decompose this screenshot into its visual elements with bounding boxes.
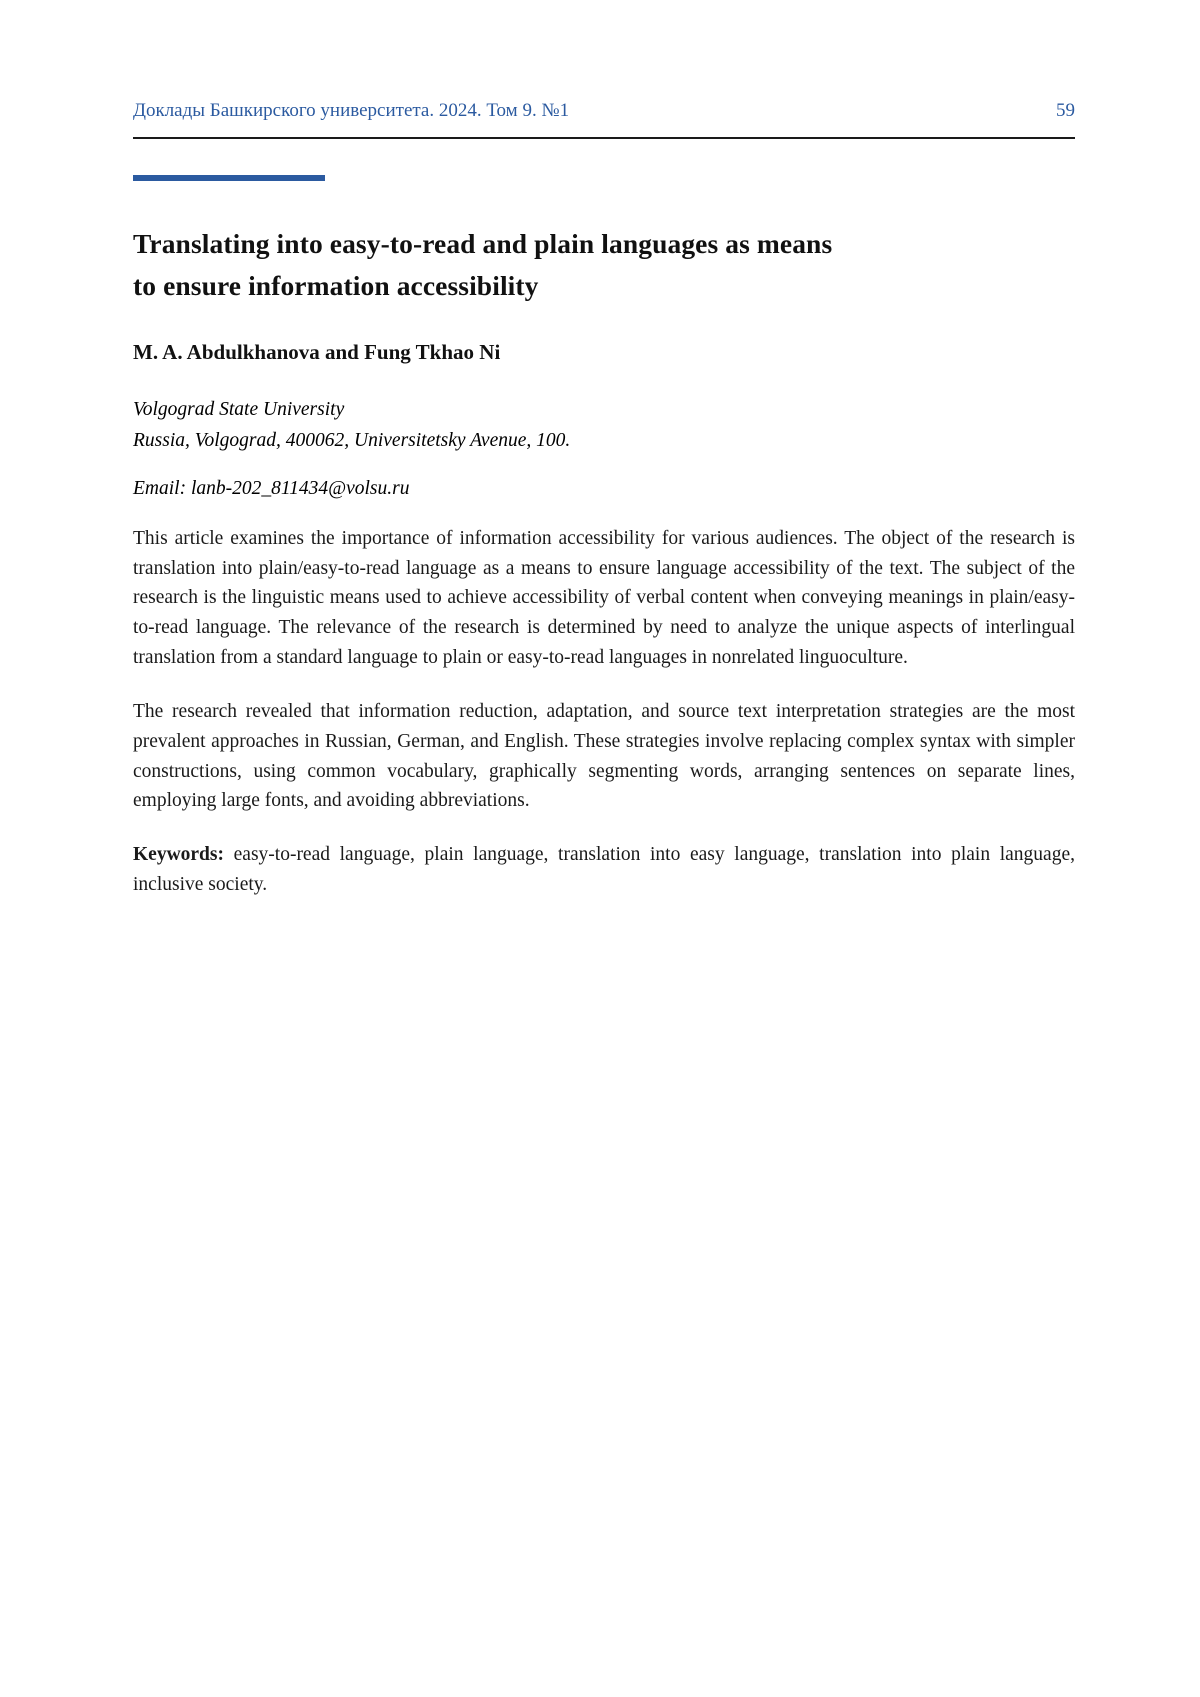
keywords-paragraph <box>133 840 1075 900</box>
authors: M. A. Abdulkhanova and Fung Tkhao Ni <box>133 340 501 365</box>
journal-header <box>133 100 1075 123</box>
journal-title: Доклады Башкирского университета. 2024. Том 9. №1 <box>133 100 570 121</box>
affiliation-university: Volgograd State University <box>133 399 345 421</box>
article-title <box>133 223 1075 307</box>
author-email: Email: lanb-202_811434@volsu.ru <box>133 477 410 499</box>
abstract-paragraph-2: The research revealed that information reduction, adaptation, and source text interpretation strategies are the most prevalent approaches in Russian, German, and English. These strategies involve replacing complex syntax with simpler constructions, using common vocabulary, graphically segmenting words, arranging sentences on separate lines, employing large fonts, and avoiding abbreviations. <box>133 700 1075 812</box>
header-divider-rule <box>133 137 1075 139</box>
keywords-text: easy-to-read language, plain language, translation into easy language, translation into plain language, inclusive society. <box>133 844 1075 896</box>
keywords-label: Keywords: <box>133 844 224 866</box>
affiliation <box>133 395 1075 455</box>
article-title-line1: Translating into easy-to-read and plain languages as means <box>133 227 833 259</box>
title-accent-bar <box>133 175 325 181</box>
page-number: 59 <box>1056 100 1075 121</box>
affiliation-address: Russia, Volgograd, 400062, Universitetsky Avenue, 100. <box>133 429 571 451</box>
abstract-paragraph-1: This article examines the importance of information accessibility for various audiences. The object of the research is translation into plain/easy-to-read language as a means to ensure language accessibility of the text. The subject of the research is the linguistic means used to achieve accessibility of verbal content when conveying meanings in plain/easy-to-read language. The relevance of the research is determined by need to analyze the unique aspects of interlingual translation from a standard language to plain or easy-to-read languages in nonrelated linguoculture. <box>133 527 1075 669</box>
article-title-line2: to ensure information accessibility <box>133 269 539 301</box>
